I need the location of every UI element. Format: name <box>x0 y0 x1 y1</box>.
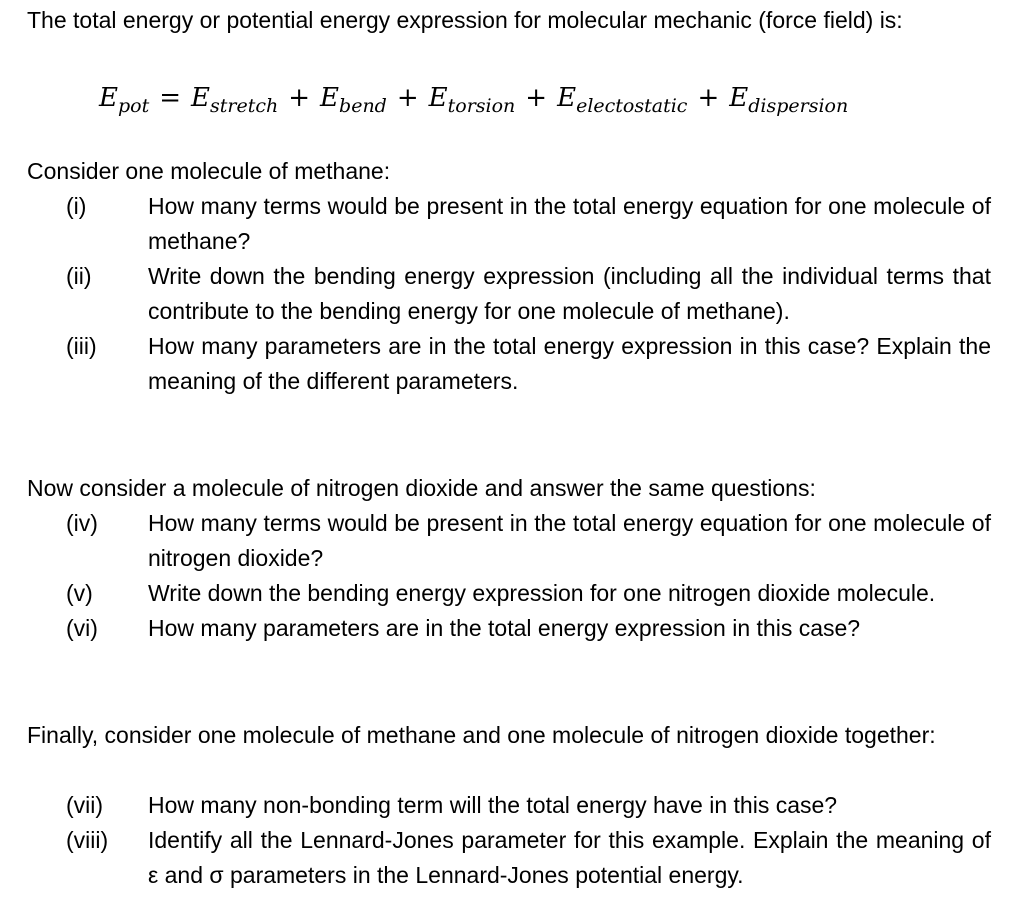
question-text: How many parameters are in the total energy expression in this case? <box>148 615 861 641</box>
equation-term-stretch: $E_{stretch}$ <box>191 83 279 117</box>
question-number: (vi) <box>66 615 98 641</box>
potential-energy-equation <box>99 78 848 120</box>
section-heading-methane: Consider one molecule of methane: <box>27 158 391 184</box>
question-number: (v) <box>66 580 93 606</box>
plus-sign: + <box>525 83 548 113</box>
question-text: Write down the bending energy expression (including all the individual terms that contribute to the bending energy for one molecule of methane). <box>148 263 991 324</box>
question-text: How many terms would be present in the total energy equation for one molecule of methane? <box>148 193 991 254</box>
question-item <box>27 611 991 646</box>
document-page <box>27 0 991 912</box>
question-item <box>27 189 991 259</box>
question-list-nitrogen-dioxide <box>27 506 991 646</box>
question-item <box>27 823 991 893</box>
question-text: How many terms would be present in the total energy equation for one molecule of nitrogen dioxide? <box>148 510 991 571</box>
equation-term-dispersion: $E_{dispersion}$ <box>729 83 849 117</box>
equation-term-torsion: $E_{torsion}$ <box>428 83 516 117</box>
question-item <box>27 506 991 576</box>
plus-sign: + <box>396 83 419 113</box>
question-number: (iii) <box>66 333 97 359</box>
equation-term-bend: $E_{bend}$ <box>320 83 387 117</box>
question-item <box>27 576 991 611</box>
section-heading-combined: Finally, consider one molecule of methane and one molecule of nitrogen dioxide together: <box>27 722 936 748</box>
question-number: (vii) <box>66 792 104 818</box>
question-text: How many non-bonding term will the total energy have in this case? <box>148 792 838 818</box>
question-text: Write down the bending energy expression for one nitrogen dioxide molecule. <box>148 580 936 606</box>
equation-term-electrostatic: $E_{electostatic}$ <box>557 83 688 117</box>
plus-sign: + <box>288 83 311 113</box>
question-text: Identify all the Lennard-Jones parameter for this example. Explain the meaning of ε and σ parameters in the Lennard-Jones potential energy. <box>148 827 991 888</box>
question-number: (ii) <box>66 263 92 289</box>
plus-sign: + <box>697 83 720 113</box>
intro-paragraph: The total energy or potential energy expression for molecular mechanic (force field) is: <box>27 7 903 33</box>
question-number: (iv) <box>66 510 98 536</box>
question-text: How many parameters are in the total energy expression in this case? Explain the meaning of the different parameters. <box>148 333 991 394</box>
equals-sign: = <box>159 83 182 113</box>
question-number: (viii) <box>66 827 109 853</box>
question-list-methane <box>27 189 991 399</box>
question-list-combined <box>27 788 991 893</box>
question-item <box>27 259 991 329</box>
question-number: (i) <box>66 193 87 219</box>
question-item <box>27 788 991 823</box>
equation-lhs: $E_{pot}$ <box>99 83 150 117</box>
question-item <box>27 329 991 399</box>
section-heading-nitrogen-dioxide: Now consider a molecule of nitrogen dioxide and answer the same questions: <box>27 475 816 501</box>
